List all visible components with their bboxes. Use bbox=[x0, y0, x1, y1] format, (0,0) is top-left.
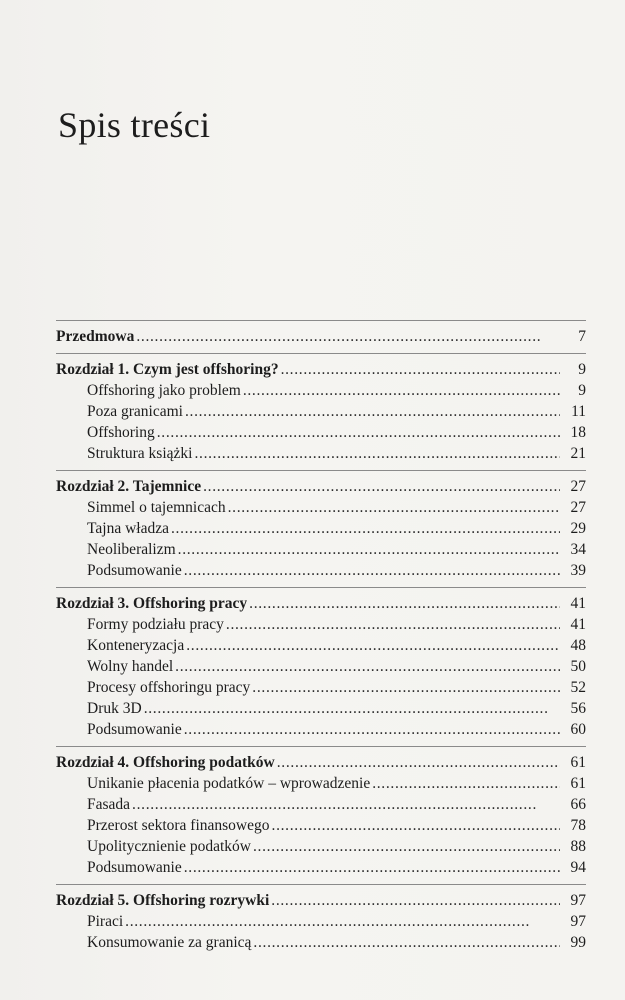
toc-item-label: Struktura książki bbox=[87, 445, 193, 462]
toc-page-number: 27 bbox=[570, 478, 586, 495]
dot-leader bbox=[144, 698, 560, 719]
toc-page-number: 11 bbox=[571, 403, 586, 420]
toc-chapter-1 bbox=[56, 359, 586, 380]
divider bbox=[56, 320, 586, 321]
toc-item bbox=[56, 401, 586, 422]
toc-chapter-5 bbox=[56, 890, 586, 911]
toc-page-number: 88 bbox=[570, 838, 586, 855]
toc-item bbox=[56, 815, 586, 836]
toc-page-number: 60 bbox=[570, 721, 586, 738]
toc-page-number: 9 bbox=[578, 382, 586, 399]
divider bbox=[56, 746, 586, 747]
dot-leader bbox=[184, 857, 560, 878]
dot-leader bbox=[157, 422, 560, 443]
dot-leader bbox=[253, 932, 560, 953]
toc-item-label: Unikanie płacenia podatków – wprowadzenie bbox=[87, 775, 371, 792]
toc-page-number: 56 bbox=[570, 700, 586, 717]
divider bbox=[56, 470, 586, 471]
toc-item bbox=[56, 911, 586, 932]
toc-page-number: 52 bbox=[570, 679, 586, 696]
toc-chapter-preface bbox=[56, 326, 586, 347]
dot-leader bbox=[272, 815, 560, 836]
dot-leader bbox=[171, 518, 560, 539]
toc-chapter-4 bbox=[56, 752, 586, 773]
toc-item bbox=[56, 422, 586, 443]
divider bbox=[56, 587, 586, 588]
toc-page-number: 41 bbox=[570, 616, 586, 633]
toc-item-label: Przerost sektora finansowego bbox=[87, 817, 270, 834]
table-of-contents bbox=[56, 316, 586, 953]
dot-leader bbox=[186, 635, 560, 656]
toc-item bbox=[56, 656, 586, 677]
toc-item-label: Neoliberalizm bbox=[87, 541, 176, 558]
dot-leader bbox=[226, 614, 560, 635]
toc-chapter-label: Rozdział 1. Czym jest offshoring? bbox=[56, 361, 279, 378]
dot-leader bbox=[243, 380, 560, 401]
dot-leader bbox=[185, 401, 560, 422]
toc-page-number: 39 bbox=[570, 562, 586, 579]
toc-item-label: Piraci bbox=[87, 913, 124, 930]
dot-leader bbox=[194, 443, 560, 464]
toc-item-label: Tajna władza bbox=[87, 520, 169, 537]
toc-page-number: 21 bbox=[570, 445, 586, 462]
dot-leader bbox=[249, 593, 560, 614]
dot-leader bbox=[184, 560, 560, 581]
toc-item-label: Wolny handel bbox=[87, 658, 174, 675]
divider bbox=[56, 353, 586, 354]
toc-item bbox=[56, 380, 586, 401]
toc-page-number: 7 bbox=[578, 328, 586, 345]
toc-chapter-label: Rozdział 5. Offshoring rozrywki bbox=[56, 892, 270, 909]
toc-page-number: 97 bbox=[570, 892, 586, 909]
toc-chapter-label: Rozdział 2. Tajemnice bbox=[56, 478, 202, 495]
dot-leader bbox=[271, 890, 560, 911]
toc-page-number: 34 bbox=[570, 541, 586, 558]
dot-leader bbox=[281, 359, 560, 380]
toc-page-number: 61 bbox=[570, 754, 586, 771]
toc-page-number: 29 bbox=[570, 520, 586, 537]
toc-page-number: 27 bbox=[570, 499, 586, 516]
toc-chapter-3 bbox=[56, 593, 586, 614]
toc-item bbox=[56, 635, 586, 656]
toc-page-number: 41 bbox=[570, 595, 586, 612]
toc-item-label: Upolitycznienie podatków bbox=[87, 838, 251, 855]
toc-item bbox=[56, 698, 586, 719]
dot-leader bbox=[228, 497, 560, 518]
dot-leader bbox=[132, 794, 560, 815]
toc-item-label: Procesy offshoringu pracy bbox=[87, 679, 251, 696]
toc-page-number: 66 bbox=[570, 796, 586, 813]
toc-item-label: Konsumowanie za granicą bbox=[87, 934, 252, 951]
toc-item bbox=[56, 794, 586, 815]
toc-item bbox=[56, 443, 586, 464]
toc-page-number: 61 bbox=[570, 775, 586, 792]
toc-item bbox=[56, 518, 586, 539]
toc-item bbox=[56, 677, 586, 698]
toc-item bbox=[56, 560, 586, 581]
toc-page-number: 50 bbox=[570, 658, 586, 675]
toc-page-number: 99 bbox=[570, 934, 586, 951]
toc-page-number: 94 bbox=[570, 859, 586, 876]
page-title: Spis treści bbox=[58, 105, 211, 145]
toc-chapter-label: Przedmowa bbox=[56, 328, 135, 345]
toc-item-label: Formy podziału pracy bbox=[87, 616, 224, 633]
dot-leader bbox=[203, 476, 560, 497]
dot-leader bbox=[253, 836, 560, 857]
dot-leader bbox=[252, 677, 560, 698]
dot-leader bbox=[136, 326, 560, 347]
toc-item bbox=[56, 614, 586, 635]
toc-item bbox=[56, 497, 586, 518]
toc-item bbox=[56, 539, 586, 560]
toc-item-label: Poza granicami bbox=[87, 403, 183, 420]
toc-item bbox=[56, 836, 586, 857]
toc-item bbox=[56, 932, 586, 953]
toc-chapter-label: Rozdział 4. Offshoring podatków bbox=[56, 754, 275, 771]
toc-page-number: 18 bbox=[570, 424, 586, 441]
toc-page-number: 9 bbox=[578, 361, 586, 378]
toc-item bbox=[56, 857, 586, 878]
toc-item-label: Druk 3D bbox=[87, 700, 142, 717]
toc-item-label: Podsumowanie bbox=[87, 721, 182, 738]
toc-page-number: 48 bbox=[570, 637, 586, 654]
dot-leader bbox=[178, 539, 560, 560]
toc-item-label: Offshoring bbox=[87, 424, 155, 441]
toc-chapter-2 bbox=[56, 476, 586, 497]
dot-leader bbox=[125, 911, 560, 932]
divider bbox=[56, 884, 586, 885]
toc-item-label: Podsumowanie bbox=[87, 562, 182, 579]
toc-item-label: Konteneryzacja bbox=[87, 637, 185, 654]
toc-page-number: 97 bbox=[570, 913, 586, 930]
dot-leader bbox=[184, 719, 560, 740]
dot-leader bbox=[372, 773, 560, 794]
dot-leader bbox=[175, 656, 560, 677]
toc-item bbox=[56, 719, 586, 740]
toc-page-number: 78 bbox=[570, 817, 586, 834]
toc-item-label: Offshoring jako problem bbox=[87, 382, 241, 399]
toc-item-label: Podsumowanie bbox=[87, 859, 182, 876]
dot-leader bbox=[277, 752, 560, 773]
toc-item-label: Simmel o tajemnicach bbox=[87, 499, 226, 516]
toc-chapter-label: Rozdział 3. Offshoring pracy bbox=[56, 595, 248, 612]
toc-item-label: Fasada bbox=[87, 796, 131, 813]
toc-item bbox=[56, 773, 586, 794]
